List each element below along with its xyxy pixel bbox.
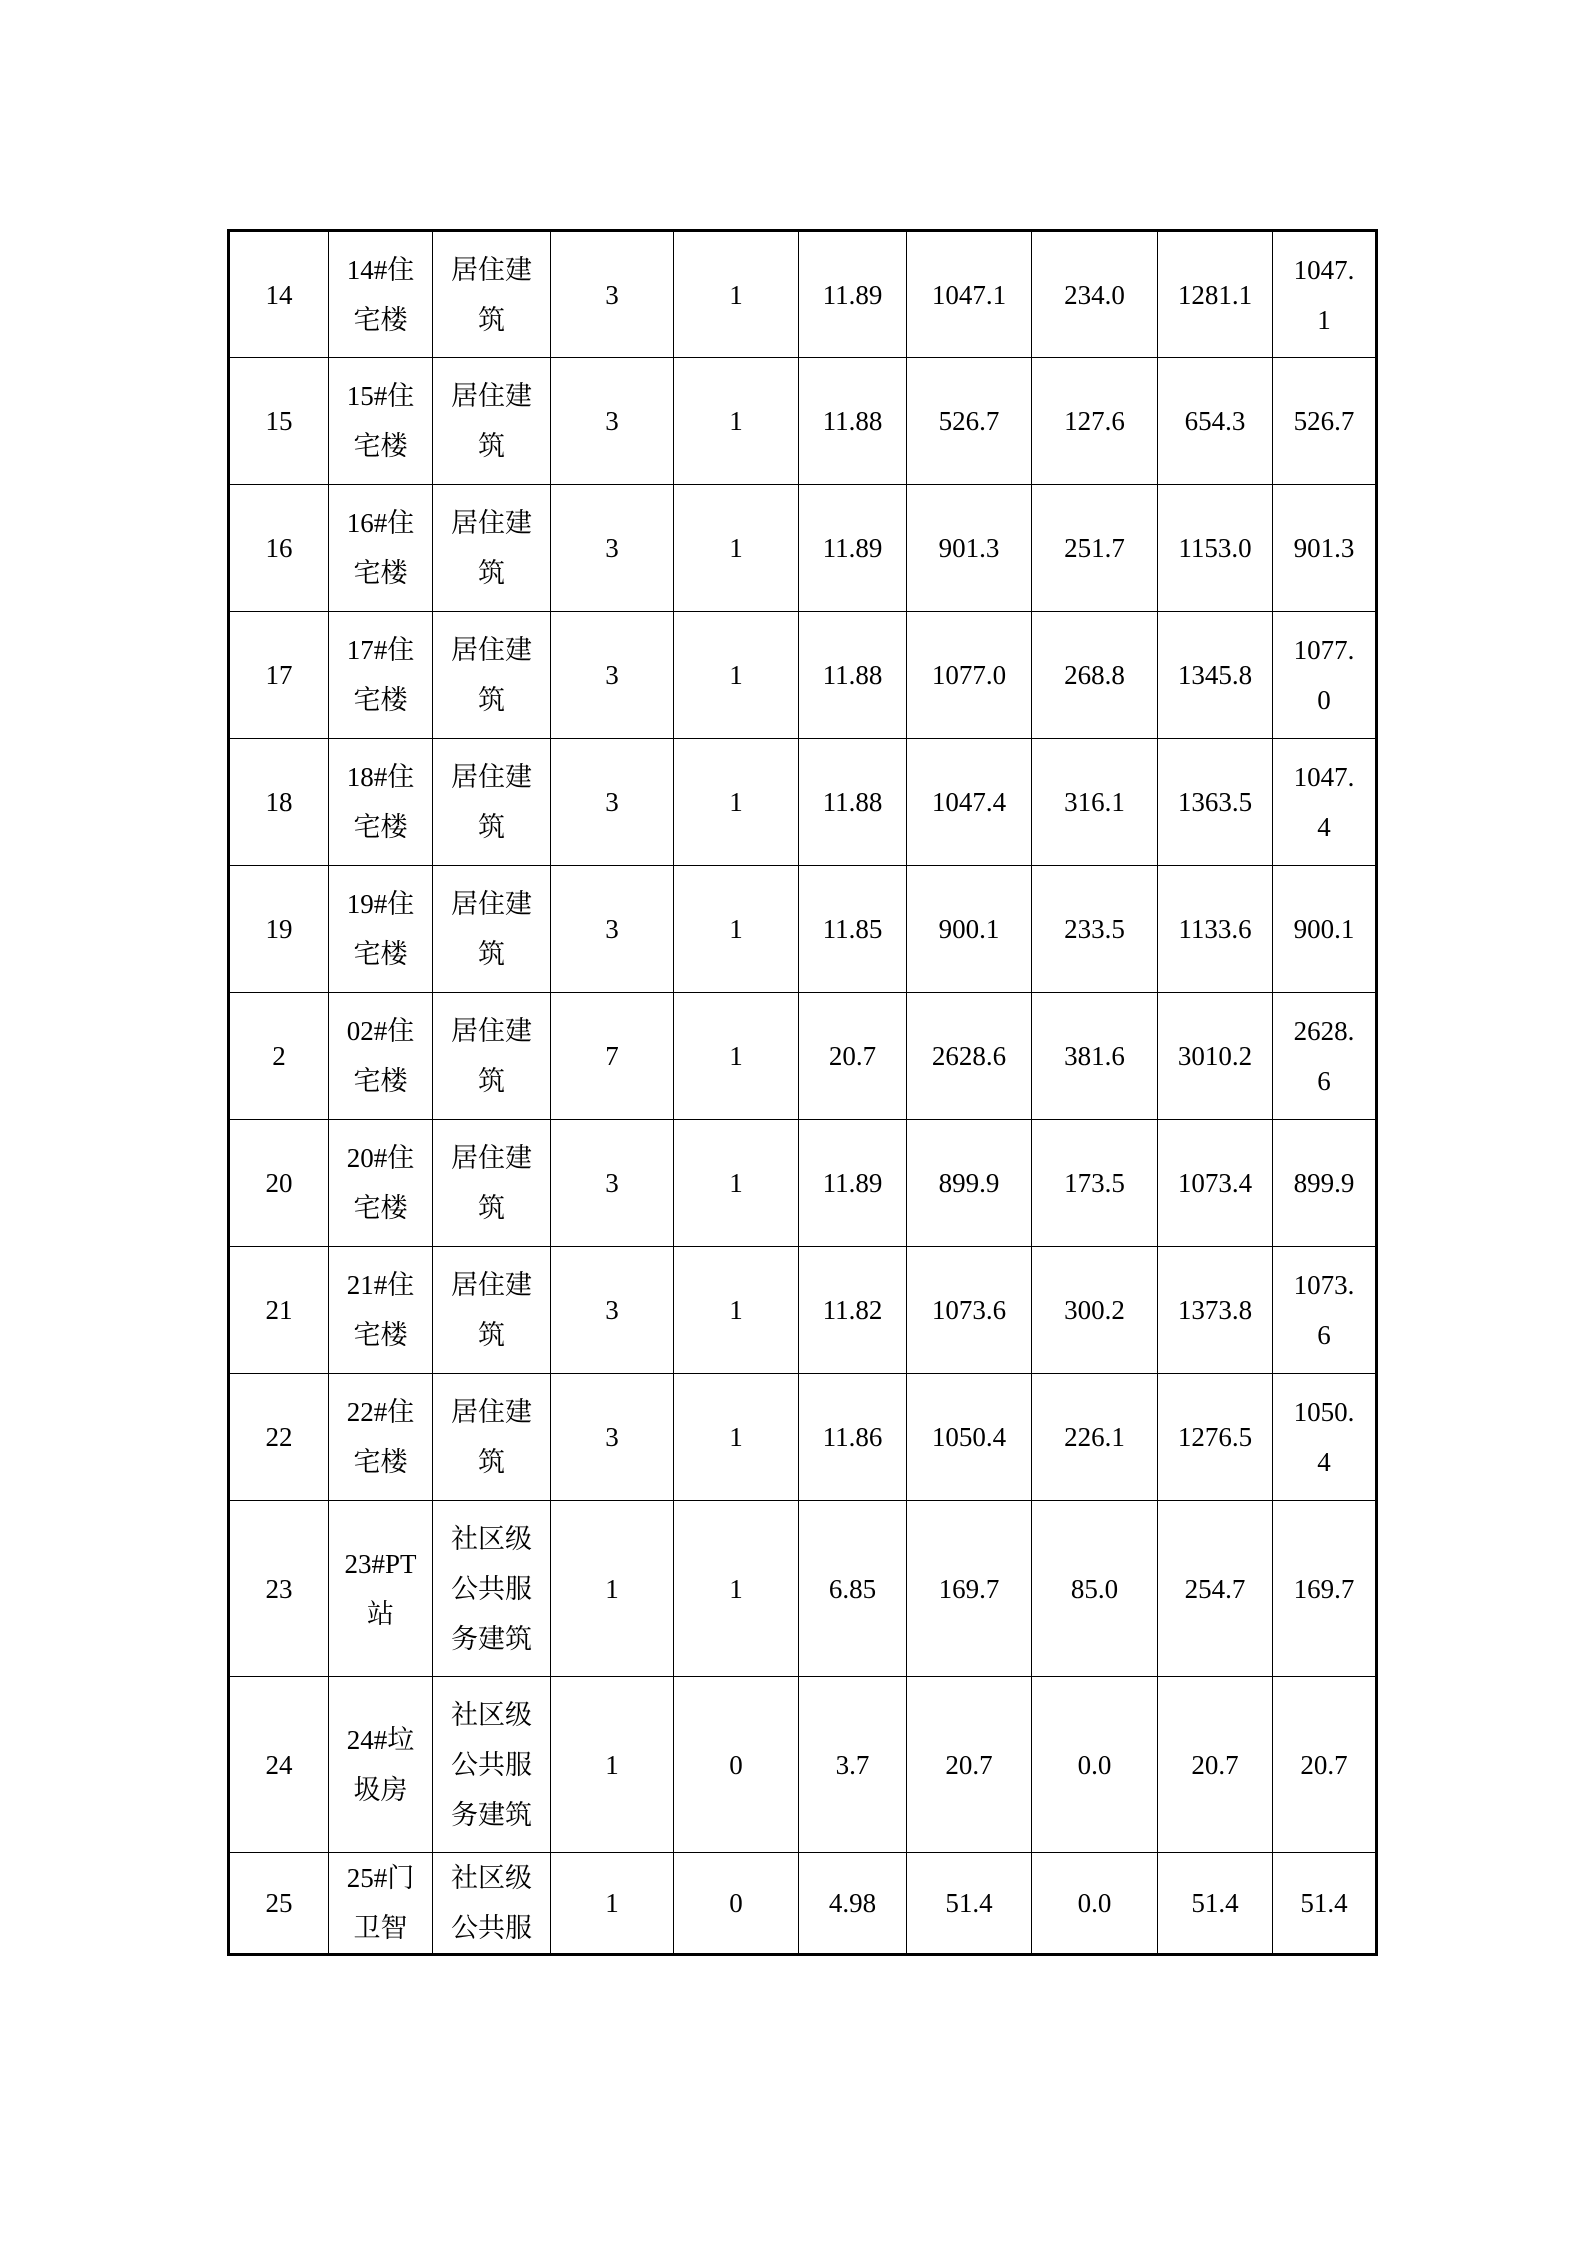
table-row [229,1120,1377,1247]
cell-col10: 51.4 [1273,1853,1377,1955]
cell-building-name: 23#PT站 [329,1501,433,1677]
table-row [229,1374,1377,1501]
cell-building-type: 居住建筑 [433,993,551,1120]
cell-building-name: 22#住宅楼 [329,1374,433,1501]
cell-col10: 1050.4 [1273,1374,1377,1501]
cell-col6: 4.98 [799,1853,907,1955]
cell-col10: 899.9 [1273,1120,1377,1247]
cell-col5: 1 [674,993,799,1120]
cell-building-type: 居住建筑 [433,866,551,993]
cell-col7: 2628.6 [907,993,1032,1120]
cell-building-type: 居住建筑 [433,1120,551,1247]
cell-col6: 11.89 [799,231,907,358]
cell-col5: 1 [674,485,799,612]
cell-col7: 20.7 [907,1677,1032,1853]
cell-building-type: 居住建筑 [433,231,551,358]
cell-col8: 234.0 [1032,231,1158,358]
cell-col8: 233.5 [1032,866,1158,993]
cell-col7: 1047.1 [907,231,1032,358]
cell-col9: 1153.0 [1158,485,1273,612]
cell-col5: 1 [674,358,799,485]
cell-col9: 1373.8 [1158,1247,1273,1374]
cell-col8: 251.7 [1032,485,1158,612]
cell-building-name: 16#住宅楼 [329,485,433,612]
cell-building-type: 居住建筑 [433,1374,551,1501]
cell-col7: 901.3 [907,485,1032,612]
cell-col4: 1 [551,1853,674,1955]
cell-col6: 11.86 [799,1374,907,1501]
cell-col10: 1073.6 [1273,1247,1377,1374]
cell-index: 15 [229,358,329,485]
cell-col4: 3 [551,866,674,993]
cell-index: 14 [229,231,329,358]
cell-col5: 1 [674,1374,799,1501]
cell-col8: 226.1 [1032,1374,1158,1501]
cell-col4: 7 [551,993,674,1120]
cell-col8: 0.0 [1032,1853,1158,1955]
cell-col6: 11.89 [799,1120,907,1247]
cell-col5: 1 [674,739,799,866]
cell-building-type: 社区级公共服务建筑 [433,1501,551,1677]
cell-building-name: 19#住宅楼 [329,866,433,993]
cell-col10: 2628.6 [1273,993,1377,1120]
cell-col7: 899.9 [907,1120,1032,1247]
cell-col7: 169.7 [907,1501,1032,1677]
cell-col5: 1 [674,1120,799,1247]
cell-col9: 20.7 [1158,1677,1273,1853]
cell-col6: 11.88 [799,739,907,866]
cell-col4: 3 [551,231,674,358]
table-row [229,485,1377,612]
table-row [229,1247,1377,1374]
cell-building-type: 居住建筑 [433,612,551,739]
table-row [229,358,1377,485]
cell-col4: 3 [551,739,674,866]
cell-col4: 3 [551,358,674,485]
cell-index: 17 [229,612,329,739]
cell-building-type: 居住建筑 [433,1247,551,1374]
cell-index: 18 [229,739,329,866]
cell-col8: 173.5 [1032,1120,1158,1247]
cell-col9: 51.4 [1158,1853,1273,1955]
table-row [229,612,1377,739]
cell-col8: 300.2 [1032,1247,1158,1374]
cell-index: 23 [229,1501,329,1677]
cell-col10: 169.7 [1273,1501,1377,1677]
cell-col9: 254.7 [1158,1501,1273,1677]
cell-col7: 1050.4 [907,1374,1032,1501]
cell-col8: 85.0 [1032,1501,1158,1677]
cell-building-name: 18#住宅楼 [329,739,433,866]
cell-col6: 20.7 [799,993,907,1120]
cell-building-type: 居住建筑 [433,485,551,612]
cell-col8: 316.1 [1032,739,1158,866]
cell-index: 21 [229,1247,329,1374]
cell-col9: 3010.2 [1158,993,1273,1120]
cell-col5: 0 [674,1677,799,1853]
cell-building-name: 14#住宅楼 [329,231,433,358]
cell-col10: 901.3 [1273,485,1377,612]
cell-col4: 3 [551,612,674,739]
cell-col7: 1047.4 [907,739,1032,866]
cell-col9: 654.3 [1158,358,1273,485]
cell-col4: 1 [551,1501,674,1677]
table-row [229,993,1377,1120]
cell-building-type: 居住建筑 [433,358,551,485]
cell-col10: 1047.4 [1273,739,1377,866]
cell-col5: 1 [674,612,799,739]
cell-col10: 900.1 [1273,866,1377,993]
cell-index: 16 [229,485,329,612]
cell-index: 20 [229,1120,329,1247]
cell-col8: 0.0 [1032,1677,1158,1853]
cell-index: 24 [229,1677,329,1853]
cell-col6: 11.88 [799,358,907,485]
cell-building-name: 02#住宅楼 [329,993,433,1120]
cell-col10: 1047.1 [1273,231,1377,358]
cell-building-name: 20#住宅楼 [329,1120,433,1247]
cell-index: 22 [229,1374,329,1501]
cell-building-name: 15#住宅楼 [329,358,433,485]
cell-col7: 1077.0 [907,612,1032,739]
cell-col6: 11.89 [799,485,907,612]
cell-col5: 1 [674,1501,799,1677]
table-row [229,1501,1377,1677]
cell-col5: 1 [674,866,799,993]
table-row [229,1677,1377,1853]
cell-col9: 1133.6 [1158,866,1273,993]
cell-col7: 1073.6 [907,1247,1032,1374]
table-row [229,231,1377,358]
cell-col9: 1073.4 [1158,1120,1273,1247]
cell-col6: 3.7 [799,1677,907,1853]
cell-col9: 1363.5 [1158,739,1273,866]
cell-col6: 11.82 [799,1247,907,1374]
cell-col8: 127.6 [1032,358,1158,485]
cell-col6: 6.85 [799,1501,907,1677]
cell-col6: 11.88 [799,612,907,739]
cell-index: 2 [229,993,329,1120]
table-row [229,1853,1377,1955]
cell-col4: 3 [551,1374,674,1501]
cell-col9: 1345.8 [1158,612,1273,739]
cell-col9: 1276.5 [1158,1374,1273,1501]
table-row [229,866,1377,993]
cell-building-type: 社区级公共服务建筑 [433,1677,551,1853]
cell-col5: 0 [674,1853,799,1955]
cell-col4: 3 [551,485,674,612]
table-body [229,231,1377,1955]
cell-col7: 900.1 [907,866,1032,993]
cell-col10: 20.7 [1273,1677,1377,1853]
cell-building-type: 社区级公共服 [433,1853,551,1955]
cell-index: 25 [229,1853,329,1955]
cell-building-type: 居住建筑 [433,739,551,866]
cell-col4: 3 [551,1247,674,1374]
cell-col4: 1 [551,1677,674,1853]
cell-col5: 1 [674,1247,799,1374]
cell-index: 19 [229,866,329,993]
cell-col4: 3 [551,1120,674,1247]
cell-col5: 1 [674,231,799,358]
cell-col10: 526.7 [1273,358,1377,485]
cell-building-name: 24#垃圾房 [329,1677,433,1853]
cell-col10: 1077.0 [1273,612,1377,739]
cell-col9: 1281.1 [1158,231,1273,358]
building-data-table [227,229,1378,1956]
cell-building-name: 21#住宅楼 [329,1247,433,1374]
cell-building-name: 17#住宅楼 [329,612,433,739]
cell-col7: 526.7 [907,358,1032,485]
cell-col7: 51.4 [907,1853,1032,1955]
cell-col8: 268.8 [1032,612,1158,739]
cell-col6: 11.85 [799,866,907,993]
cell-building-name: 25#门卫智 [329,1853,433,1955]
cell-col8: 381.6 [1032,993,1158,1120]
table-row [229,739,1377,866]
